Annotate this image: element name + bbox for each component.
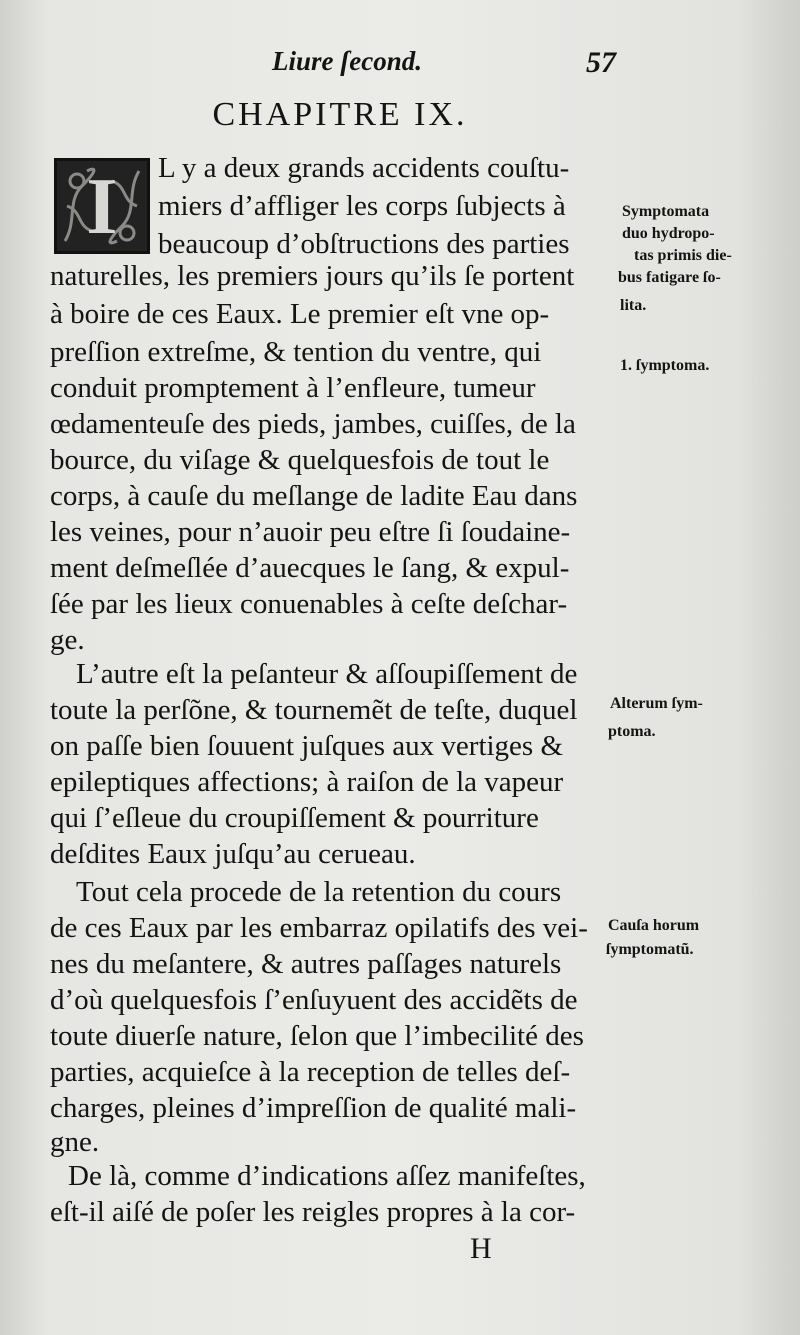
text-line: miers d’affliger les corps ſubjects à <box>158 190 566 222</box>
text-line: naturelles, les premiers jours qu’ils ſe portent <box>50 260 575 292</box>
running-title: Liure ſecond. <box>272 46 422 76</box>
text-line: preſſion extreſme, & tention du ventre, qui <box>50 336 542 368</box>
margin-note: ptoma. <box>608 723 656 740</box>
text-line: de ces Eaux par les embarraz opilatifs des vei- <box>50 912 588 944</box>
text-line: L’autre eſt la peſanteur & aſſoupiſſement de <box>76 658 578 690</box>
text-line: Tout cela procede de la retention du cours <box>76 876 562 908</box>
text-line: les veines, pour n’auoir peu eſtre ſi ſoudaine- <box>50 516 571 548</box>
text-line: eſt-il aiſé de poſer les reigles propres à la cor- <box>50 1196 576 1228</box>
text-line: œdamenteuſe des pieds, jambes, cuiſſes, de la <box>50 408 576 440</box>
margin-note: lita. <box>620 297 647 314</box>
drop-cap-letter: I <box>86 163 118 251</box>
text-line: bource, du viſage & quelquesfois de tout le <box>50 444 550 476</box>
text-line: charges, pleines d’impreſſion de qualité mali- <box>50 1092 577 1124</box>
margin-note: ſymptomatũ. <box>606 941 694 958</box>
text-line: deſdites Eaux juſqu’au cerueau. <box>50 838 416 870</box>
margin-note: Alterum ſym- <box>610 695 703 712</box>
text-line: on paſſe bien ſouuent juſques aux vertiges & <box>50 730 564 762</box>
drop-cap-ornament <box>54 158 150 254</box>
margin-note: bus fatigare ſo- <box>618 269 721 286</box>
text-line: toute diuerſe nature, ſelon que l’imbecilité des <box>50 1020 584 1052</box>
text-line: corps, à cauſe du meſlange de ladite Eau dans <box>50 480 578 512</box>
margin-note: duo hydropo- <box>622 225 715 242</box>
text-line: L y a deux grands accidents couſtu- <box>158 152 570 184</box>
page-number: 57 <box>586 46 616 79</box>
margin-note: tas primis die- <box>634 247 732 264</box>
chapter-title: CHAPITRE IX. <box>212 96 468 133</box>
text-line: beaucoup d’obſtructions des parties <box>158 228 570 260</box>
running-head <box>0 44 800 84</box>
text-line: nes du meſantere, & autres paſſages naturels <box>50 948 562 980</box>
text-line: parties, acquieſce à la reception de telles deſ- <box>50 1056 571 1088</box>
text-line: gne. <box>50 1126 100 1158</box>
text-line: à boire de ces Eaux. Le premier eſt vne op- <box>50 298 550 330</box>
margin-note: 1. ſymptoma. <box>620 357 710 374</box>
signature-mark: H <box>470 1232 492 1265</box>
text-line: ge. <box>50 624 85 656</box>
text-line: conduit promptement à l’enfleure, tumeur <box>50 372 536 404</box>
text-line: qui ſ’eſleue du croupiſſement & pourriture <box>50 802 539 834</box>
text-line: De là, comme d’indications aſſez manifeſtes, <box>68 1160 586 1192</box>
text-line: d’où quelquesfois ſ’enſuyuent des accidẽts de <box>50 984 578 1016</box>
text-line: toute la perſõne, & tournemẽt de teſte, duquel <box>50 694 578 726</box>
text-line: ſée par les lieux conuenables à ceſte deſchar- <box>50 588 568 620</box>
margin-note: Cauſa horum <box>608 917 700 934</box>
text-line: epileptiques affections; à raiſon de la vapeur <box>50 766 564 798</box>
margin-note: Symptomata <box>622 203 710 220</box>
text-line: ment deſmeſlée d’auecques le ſang, & expul- <box>50 552 570 584</box>
